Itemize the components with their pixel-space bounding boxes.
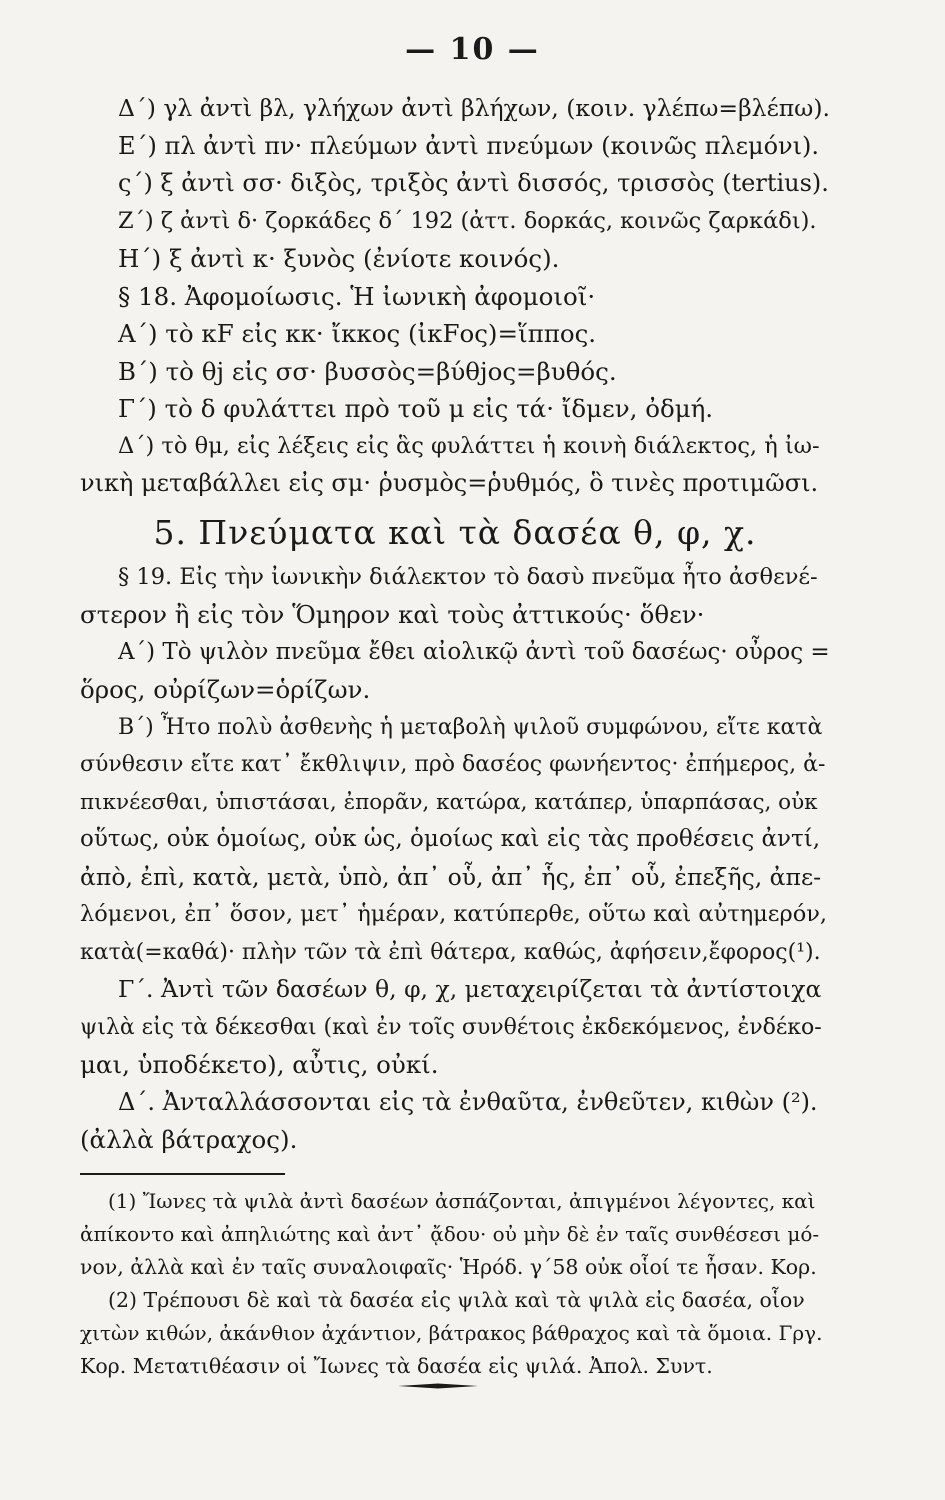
footnote-line: (2) Τρέπουσι δὲ καὶ τὰ δασέα εἰς ψιλὰ καὶ τὰ ψιλὰ εἰς δασέα, οἷον <box>108 1287 805 1312</box>
text-line: οὕτως, οὐκ ὁμοίως, οὐκ ὡς, ὁμοίως καὶ εἰς τὰς προθέσεις ἀντί, <box>80 826 821 852</box>
text-line: Γ΄) τὸ δ φυλάττει πρὸ τοῦ μ εἰς τά· ἴδμεν, ὀδμή. <box>118 394 714 423</box>
text-line: ψιλὰ εἰς τὰ δέκεσθαι (καὶ ἐν τοῖς συνθέτοις ἐκδεκόμενος, ἐνδέκο- <box>80 1014 822 1040</box>
text-line: κατὰ(=καθά)· πλὴν τῶν τὰ ἐπὶ θάτερα, καθώς, ἀφήσειν,ἔφορος(¹). <box>80 939 821 965</box>
text-line: λόμενοι, ἐπ᾽ ὅσον, μετ᾽ ἡμέραν, κατύπερθε, οὕτω καὶ αὐτημερόν, <box>80 901 828 927</box>
ornament-divider-icon <box>398 1383 478 1389</box>
footnote-line: Κορ. Μετατιθέασιν οἱ Ἴωνες τὰ δασέα εἰς ψιλά. Ἀπολ. Συντ. <box>80 1353 713 1378</box>
main-text <box>80 90 830 1383</box>
text-line: Δ΄) τὸ θμ, εἰς λέξεις εἰς ἃς φυλάττει ἡ κοινὴ διάλεκτος, ἡ ἰω- <box>118 432 820 459</box>
text-line: ἀπὸ, ἐπὶ, κατὰ, μετὰ, ὑπὸ, ἀπ᾽ οὗ, ἀπ᾽ ἧς, ἐπ᾽ οὗ, ἐπεξῆς, ἀπε- <box>80 862 822 891</box>
text-line: Δ΄) γλ ἀντὶ βλ, γλήχων ἀντὶ βλήχων, (κοιν. γλέπω=βλέπω). <box>118 94 830 122</box>
text-line: μαι, ὑποδέκετο), αὖτις, οὐκί. <box>80 1050 439 1079</box>
section-title: 5. Πνεύματα καὶ τὰ δασέα θ, φ, χ. <box>153 512 757 552</box>
text-line: ς΄) ξ ἀντὶ σσ· διξὸς, τριξὸς ἀντὶ δισσός, τρισσὸς (tertius). <box>118 169 829 197</box>
text-line: ὅρος, οὐρίζων=ὁρίζων. <box>80 675 371 704</box>
footnote-line: νον, ἀλλὰ καὶ ἐν ταῖς συναλοιφαῖς· Ἡρόδ. γ΄58 οὐκ οἷοί τε ἦσαν. Κορ. <box>80 1254 817 1279</box>
text-line: Ε΄) πλ ἀντὶ πν· πλεύμων ἀντὶ πνεύμων (κοινῶς πλεμόνι). <box>118 131 820 160</box>
text-line: Η΄) ξ ἀντὶ κ· ξυνὸς (ἐνίοτε κοινός). <box>118 244 560 273</box>
text-line: Α΄) τὸ κF εἰς κκ· ἴκκος (ἰκFος)=ἵππος. <box>118 319 597 348</box>
text-line: Β΄) τὸ θj εἰς σσ· βυσσὸς=βύθjος=βυθός. <box>118 356 617 386</box>
footnote-line: ἀπίκοντο καὶ ἀπηλιώτης καὶ ἀντ᾽ ᾄδου· οὐ μὴν δὲ ἐν ταῖς συνθέσεσι μό- <box>80 1221 820 1246</box>
footnotes <box>80 1185 830 1383</box>
section-19-heading: § 19. Εἰς τὴν ἰωνικὴν διάλεκτον τὸ δασὺ πνεῦμα ἦτο ἀσθενέ- <box>118 563 818 590</box>
text-line: Α΄) Τὸ ψιλὸν πνεῦμα ἔθει αἰολικῷ ἀντὶ τοῦ δασέως· οὖρος = <box>118 638 830 665</box>
text-line: σύνθεσιν εἴτε κατ᾽ ἔκθλιψιν, πρὸ δασέος φωνήεντος· ἐπήμερος, ἀ- <box>80 752 826 777</box>
footnote-rule <box>80 1173 285 1175</box>
text-line: Γ΄. Ἀντὶ τῶν δασέων θ, φ, χ, μεταχειρίζεται τὰ ἀντίστοιχα <box>118 975 822 1003</box>
text-line: νικὴ μεταβάλλει εἰς σμ· ῥυσμὸς=ῥυθμός, ὃ τινὲς προτιμῶσι. <box>80 469 819 497</box>
section-18-heading: § 18. Ἀφομοίωσις. Ἡ ἰωνικὴ ἀφομοιοῖ· <box>118 281 596 311</box>
footnote-line: (1) Ἴωνες τὰ ψιλὰ ἀντὶ δασέων ἀσπάζονται, ἀπιγμένοι λέγοντες, καὶ <box>108 1188 816 1213</box>
text-line: πικνέεσθαι, ὑπιστάσαι, ἐπορᾶν, κατώρα, κατάπερ, ὑπαρπάσας, οὐκ <box>80 789 818 815</box>
text-line: (ἀλλὰ βάτραχος). <box>80 1125 298 1154</box>
text-line: Β΄) Ἦτο πολὺ ἀσθενὴς ἡ μεταβολὴ ψιλοῦ συμφώνου, εἴτε κατὰ <box>118 714 823 740</box>
text-line: Δ΄. Ἀνταλλάσσονται εἰς τὰ ἐνθαῦτα, ἐνθεῦτεν, κιθὼν (²). <box>118 1087 818 1116</box>
text-line: στερον ἢ εἰς τὸν Ὅμηρον καὶ τοὺς ἀττικούς· ὅθεν· <box>80 600 705 629</box>
footnote-line: χιτὼν κιθών, ἀκάνθιον ἀχάντιον, βάτρακος βάθραχος καὶ τὰ ὅμοια. Γργ. <box>80 1320 823 1345</box>
page-number: — 10 — <box>405 32 540 67</box>
text-line: Ζ΄) ζ ἀντὶ δ· ζορκάδες δ΄ 192 (ἀττ. δορκάς, κοινῶς ζαρκάδι). <box>118 207 817 234</box>
